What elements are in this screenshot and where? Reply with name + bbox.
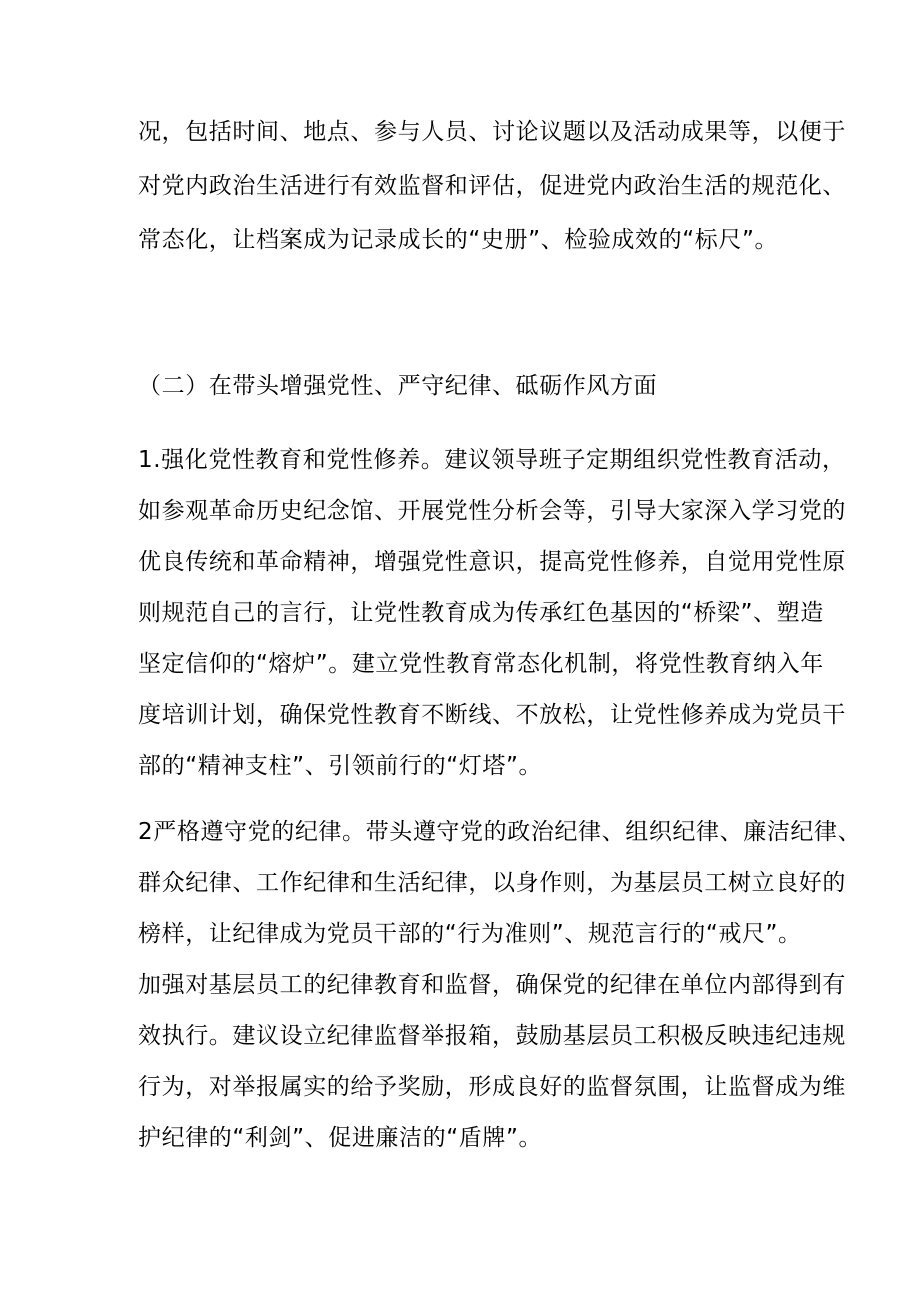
paragraph-line: 况，包括时间、地点、参与人员、讨论议题以及活动成果等，以便于 — [138, 119, 846, 145]
item-2-line: 群众纪律、工作纪律和生活纪律，以身作则，为基层员工树立良好的 — [138, 870, 846, 896]
item-2-line: 2严格遵守党的纪律。带头遵守党的政治纪律、组织纪律、廉洁纪律、 — [138, 819, 862, 845]
item-2-line: 加强对基层员工的纪律教育和监督，确保党的纪律在单位内部得到有 — [138, 972, 846, 998]
paragraph-line: 对党内政治生活进行有效监督和评估，促进党内政治生活的规范化、 — [138, 173, 846, 199]
item-1-line: 优良传统和革命精神，增强党性意识，提高党性修养，自觉用党性原 — [138, 549, 846, 575]
paragraph-line: 常态化，让档案成为记录成长的“史册”、检验成效的“标尺”。 — [138, 227, 779, 253]
item-2-line: 行为，对举报属实的给予奖励，形成良好的监督氛围，让监督成为维 — [138, 1074, 846, 1100]
item-1-line: 坚定信仰的“熔炉”。建立党性教育常态化机制，将党性教育纳入年 — [138, 651, 824, 677]
section-heading: （二）在带头增强党性、严守纪律、砥砺作风方面 — [138, 373, 658, 399]
item-1-line: 如参观革命历史纪念馆、开展党性分析会等，引导大家深入学习党的 — [138, 498, 846, 524]
item-2-line: 效执行。建议设立纪律监督举报箱，鼓励基层员工积极反映违纪违规 — [138, 1023, 846, 1049]
item-1-line: 则规范自己的言行，让党性教育成为传承红色基因的“桥梁”、塑造 — [138, 600, 824, 626]
item-1-line: 部的“精神支柱”、引领前行的“灯塔”。 — [138, 753, 543, 779]
item-2-line: 护纪律的“利剑”、促进廉洁的“盾牌”。 — [138, 1125, 543, 1151]
item-2-line: 榜样，让纪律成为党员干部的“行为准则”、规范言行的“戒尺”。 — [138, 921, 802, 947]
item-1-line: 度培训计划，确保党性教育不断线、不放松，让党性修养成为党员干 — [138, 702, 846, 728]
item-1-line: 1.强化党性教育和党性修养。建议领导班子定期组织党性教育活动， — [138, 447, 846, 473]
